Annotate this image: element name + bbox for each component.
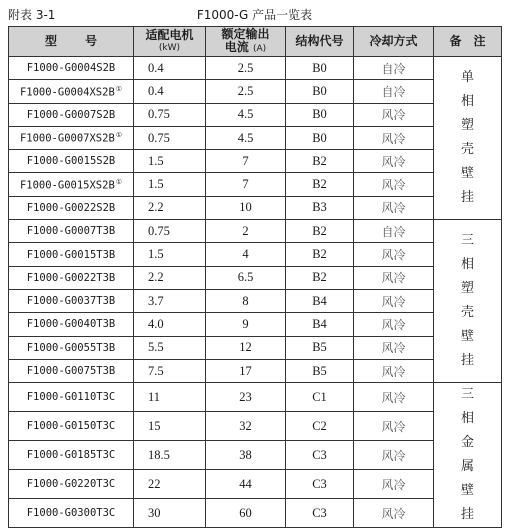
model-cell — [9, 289, 134, 312]
table-row — [9, 126, 502, 149]
cooling-cell: 风冷 — [354, 313, 434, 336]
model-cell — [9, 103, 134, 126]
structure-code-cell: B2 — [286, 150, 354, 173]
rated-current-cell: 2.5 — [206, 80, 286, 103]
cooling-cell: 风冷 — [354, 412, 434, 441]
model-text: F1000-G0022T3B — [26, 271, 116, 284]
motor-kw-cell: 4.0 — [134, 313, 206, 336]
motor-kw-cell: 3.7 — [134, 289, 206, 312]
model-text: F1000-G0007XS2B — [19, 132, 115, 145]
table-row — [9, 441, 502, 470]
structure-code-cell: C2 — [286, 412, 354, 441]
table-row — [9, 243, 502, 266]
table-row — [9, 103, 502, 126]
rated-current-cell: 8 — [206, 289, 286, 312]
structure-code-cell: B4 — [286, 289, 354, 312]
structure-code-cell: B0 — [286, 57, 354, 80]
table-row — [9, 266, 502, 289]
table-row — [9, 470, 502, 499]
table-row — [9, 336, 502, 359]
model-text: F1000-G0037T3B — [26, 295, 116, 308]
model-cell — [9, 126, 134, 149]
structure-code-cell: B2 — [286, 173, 354, 196]
model-text: F1000-G0015T3B — [26, 248, 116, 261]
motor-kw-cell: 5.5 — [134, 336, 206, 359]
motor-kw-cell: 1.5 — [134, 173, 206, 196]
rated-current-cell: 7 — [206, 150, 286, 173]
rated-current-cell: 17 — [206, 359, 286, 382]
model-text: F1000-G0040T3B — [26, 318, 116, 331]
motor-kw-cell: 22 — [134, 470, 206, 499]
table-row — [9, 383, 502, 412]
cooling-cell: 风冷 — [354, 103, 434, 126]
header-note: 备注 — [434, 27, 502, 57]
model-cell — [9, 383, 134, 412]
structure-code-cell: C3 — [286, 441, 354, 470]
motor-kw-cell: 0.75 — [134, 126, 206, 149]
cooling-cell: 风冷 — [354, 173, 434, 196]
footnote-mark: ① — [115, 177, 123, 186]
motor-kw-cell: 0.4 — [134, 80, 206, 103]
model-cell — [9, 57, 134, 80]
rated-current-cell: 4.5 — [206, 103, 286, 126]
model-text: F1000-G0007S2B — [26, 108, 116, 121]
structure-code-cell: B5 — [286, 359, 354, 382]
structure-code-cell: B4 — [286, 313, 354, 336]
model-text: F1000-G0022S2B — [26, 201, 116, 214]
structure-code-cell: B0 — [286, 80, 354, 103]
remark-cell: 三 相 金 属 壁 挂 — [434, 383, 502, 528]
table-header-row — [9, 27, 502, 57]
cooling-cell: 自冷 — [354, 220, 434, 243]
cooling-cell: 风冷 — [354, 470, 434, 499]
cooling-cell: 风冷 — [354, 289, 434, 312]
table-row — [9, 196, 502, 219]
motor-kw-cell: 0.75 — [134, 103, 206, 126]
footnote-mark: ① — [115, 131, 123, 140]
structure-code-cell: B2 — [286, 266, 354, 289]
model-text: F1000-G0015S2B — [26, 155, 116, 168]
table-row — [9, 313, 502, 336]
structure-code-cell: B0 — [286, 103, 354, 126]
rated-current-cell: 32 — [206, 412, 286, 441]
model-text: F1000-G0004XS2B — [19, 86, 115, 99]
table-body — [9, 57, 502, 528]
cooling-cell: 自冷 — [354, 80, 434, 103]
model-cell — [9, 441, 134, 470]
model-cell — [9, 173, 134, 196]
table-title: F1000-G 产品一览表 — [196, 8, 313, 22]
model-text: F1000-G0075T3B — [26, 365, 116, 377]
table-row — [9, 359, 502, 382]
cooling-cell: 风冷 — [354, 243, 434, 266]
appendix-label: 附表 3-1 — [8, 8, 56, 22]
cooling-cell: 自冷 — [354, 57, 434, 80]
model-cell — [9, 266, 134, 289]
remark-cell: 三 相 塑 壳 壁 挂 — [434, 220, 502, 383]
rated-current-cell: 6.5 — [206, 266, 286, 289]
motor-kw-cell: 1.5 — [134, 150, 206, 173]
rated-current-cell: 10 — [206, 196, 286, 219]
rated-current-cell: 7 — [206, 173, 286, 196]
structure-code-cell: C1 — [286, 383, 354, 412]
rated-current-cell: 44 — [206, 470, 286, 499]
model-text: F1000-G0004S2B — [26, 62, 116, 75]
table-row — [9, 173, 502, 196]
model-cell — [9, 243, 134, 266]
rated-current-cell: 23 — [206, 383, 286, 412]
model-cell — [9, 336, 134, 359]
table-row — [9, 150, 502, 173]
header-cooling: 冷却方式 — [354, 27, 434, 57]
model-text: F1000-G0110T3C — [26, 391, 116, 404]
cooling-cell: 风冷 — [354, 499, 434, 528]
structure-code-cell: C3 — [286, 470, 354, 499]
table-caption — [8, 3, 501, 25]
model-text: F1000-G0220T3C — [26, 478, 116, 491]
motor-kw-cell: 2.2 — [134, 266, 206, 289]
cooling-cell: 风冷 — [354, 266, 434, 289]
header-model: 型号 — [9, 27, 134, 57]
structure-code-cell: B0 — [286, 126, 354, 149]
remark-cell: 单 相 塑 壳 壁 挂 — [434, 57, 502, 220]
header-code: 结构代号 — [286, 27, 354, 57]
rated-current-cell: 2.5 — [206, 57, 286, 80]
product-table — [8, 26, 502, 528]
motor-kw-cell: 0.75 — [134, 220, 206, 243]
structure-code-cell: B2 — [286, 220, 354, 243]
motor-kw-cell: 18.5 — [134, 441, 206, 470]
model-cell — [9, 196, 134, 219]
cooling-cell: 风冷 — [354, 126, 434, 149]
rated-current-cell: 4.5 — [206, 126, 286, 149]
structure-code-cell: B2 — [286, 243, 354, 266]
model-text: F1000-G0300T3C — [26, 507, 116, 520]
structure-code-cell: B5 — [286, 336, 354, 359]
table-row — [9, 499, 502, 528]
rated-current-cell: 9 — [206, 313, 286, 336]
cooling-cell: 风冷 — [354, 441, 434, 470]
cooling-cell: 风冷 — [354, 196, 434, 219]
header-motor: 适配电机 (kW) — [134, 27, 206, 57]
model-text: F1000-G0150T3C — [26, 420, 116, 433]
footnote-mark: ① — [115, 84, 123, 93]
model-cell — [9, 359, 134, 382]
motor-kw-cell: 1.5 — [134, 243, 206, 266]
table-row — [9, 412, 502, 441]
model-text: F1000-G0015XS2B — [19, 179, 115, 192]
table-row — [9, 57, 502, 80]
rated-current-cell: 4 — [206, 243, 286, 266]
motor-kw-cell: 0.4 — [134, 57, 206, 80]
model-cell — [9, 412, 134, 441]
model-cell — [9, 80, 134, 103]
cooling-cell: 风冷 — [354, 359, 434, 382]
structure-code-cell: B3 — [286, 196, 354, 219]
rated-current-cell: 60 — [206, 499, 286, 528]
motor-kw-cell: 7.5 — [134, 359, 206, 382]
cooling-cell: 风冷 — [354, 150, 434, 173]
model-text: F1000-G0055T3B — [26, 341, 116, 354]
structure-code-cell: C3 — [286, 499, 354, 528]
model-text: F1000-G0185T3C — [26, 449, 116, 462]
model-cell — [9, 499, 134, 528]
motor-kw-cell: 11 — [134, 383, 206, 412]
motor-kw-cell: 2.2 — [134, 196, 206, 219]
header-current: 额定输出 电流 (A) — [206, 27, 286, 57]
rated-current-cell: 38 — [206, 441, 286, 470]
table-row — [9, 220, 502, 243]
motor-kw-cell: 15 — [134, 412, 206, 441]
motor-kw-cell: 30 — [134, 499, 206, 528]
cooling-cell: 风冷 — [354, 336, 434, 359]
cooling-cell: 风冷 — [354, 383, 434, 412]
model-cell — [9, 313, 134, 336]
rated-current-cell: 2 — [206, 220, 286, 243]
model-cell — [9, 150, 134, 173]
rated-current-cell: 12 — [206, 336, 286, 359]
model-cell — [9, 470, 134, 499]
table-row — [9, 289, 502, 312]
table-row — [9, 80, 502, 103]
model-cell — [9, 220, 134, 243]
model-text: F1000-G0007T3B — [26, 225, 116, 238]
